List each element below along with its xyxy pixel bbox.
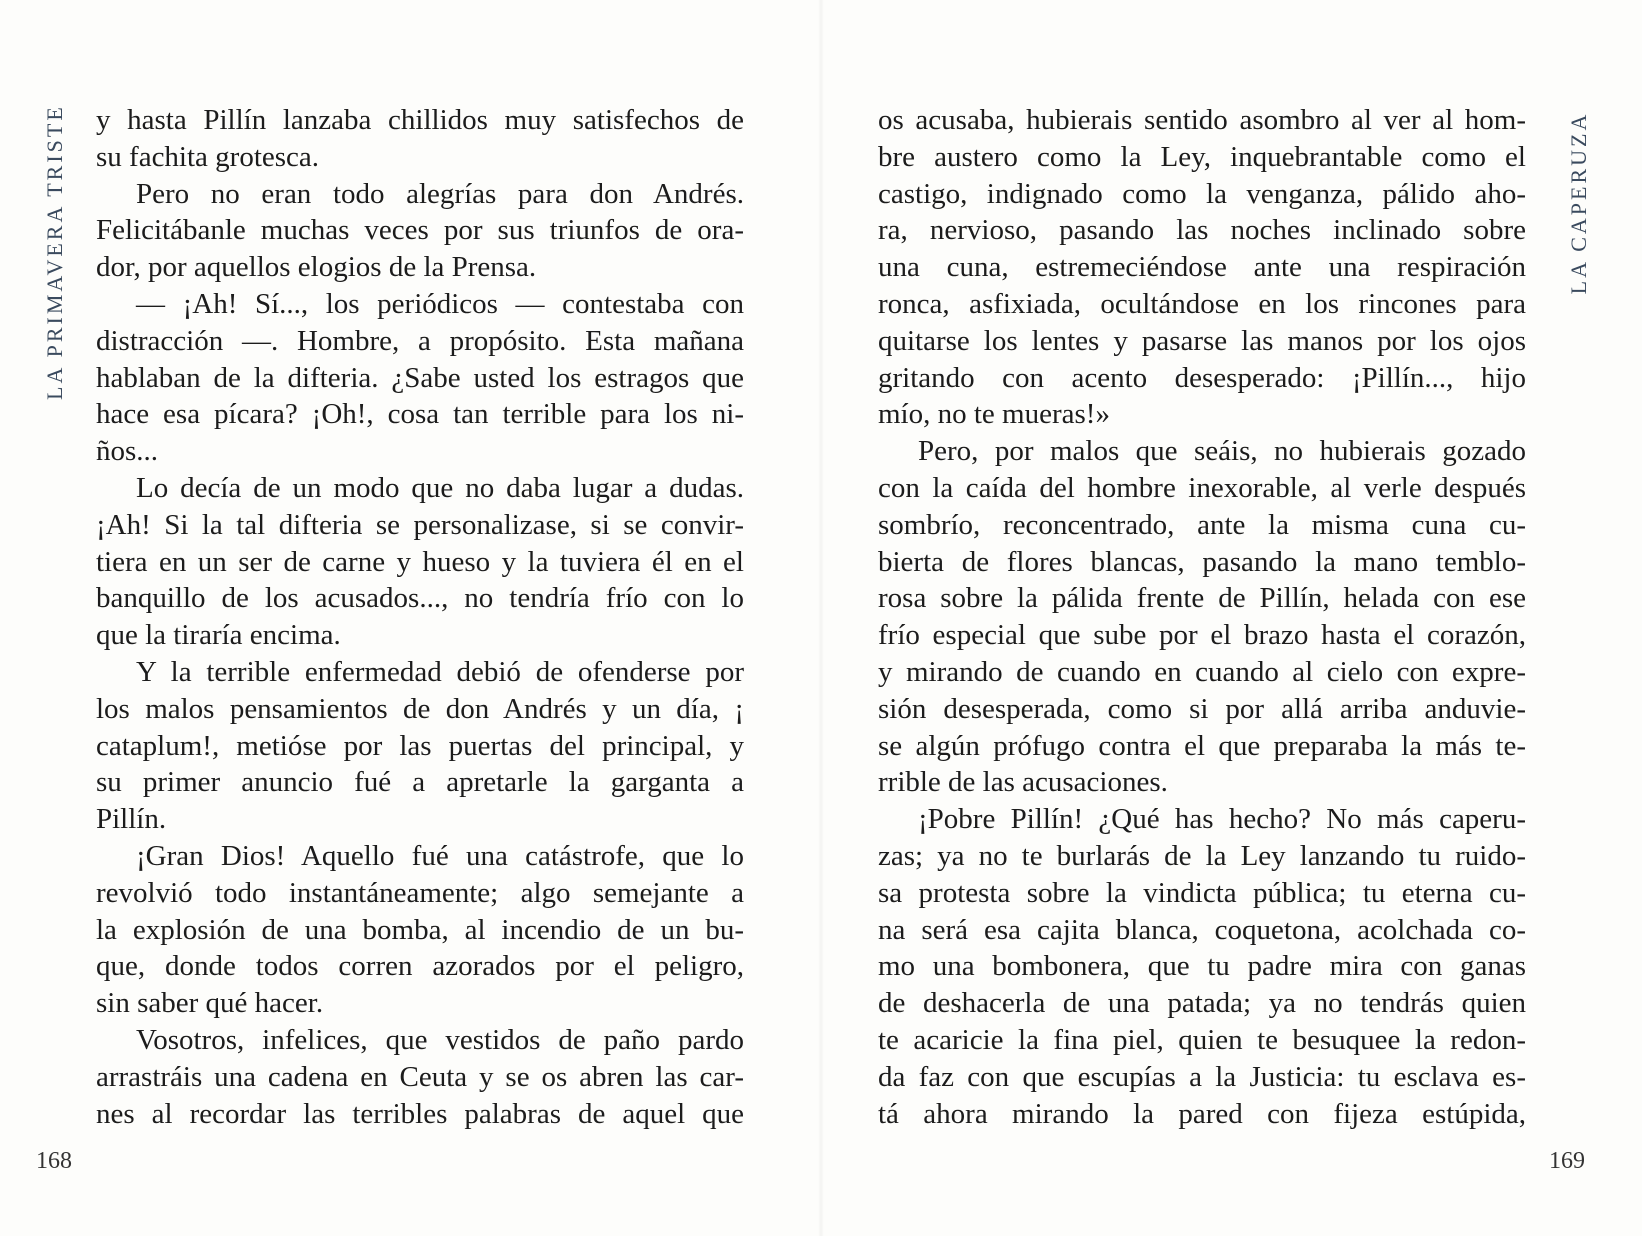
text-line: gritando con acento desesperado: ¡Pillín..., hijo <box>878 361 1526 394</box>
text-line: sa protesta sobre la vindicta pública; tu eterna cu- <box>878 876 1526 909</box>
text-line: distracción —. Hombre, a propósito. Esta mañana <box>96 324 744 357</box>
text-line: da faz con que escupías a la Justicia: tu esclava es- <box>878 1060 1526 1093</box>
text-line: rrible de las acusaciones. <box>878 766 1168 799</box>
text-line: bierta de flores blancas, pasando la mano temblo- <box>878 545 1526 578</box>
text-line: os acusaba, hubierais sentido asombro al ver al hom- <box>878 104 1526 136</box>
right-page-text <box>878 102 1526 1132</box>
text-line: zas; ya no te burlarás de la Ley lanzando tu ruido- <box>878 839 1526 872</box>
text-line: ronca, asfixiada, ocultándose en los rincones para <box>878 287 1526 320</box>
text-line: bre austero como la Ley, inquebrantable como el <box>878 140 1526 173</box>
text-line: y mirando de cuando en cuando al cielo con expre- <box>878 655 1526 688</box>
text-line: sión desesperada, como si por allá arriba anduvie- <box>878 692 1526 725</box>
text-line: hablaban de la difteria. ¿Sabe usted los estragos que <box>96 361 744 394</box>
text-line: que la tiraría encima. <box>96 619 341 652</box>
left-page-text <box>96 102 744 1132</box>
text-line: con la caída del hombre inexorable, al verle después <box>878 471 1526 504</box>
text-line: una cuna, estremeciéndose ante una respiración <box>878 251 1526 284</box>
text-line: los malos pensamientos de don Andrés y un día, ¡ <box>96 692 744 725</box>
text-line: Y la terrible enfermedad debió de ofenderse por <box>136 655 744 688</box>
text-line: Pillín. <box>96 803 167 836</box>
text-line: tá ahora mirando la pared con fijeza estúpida, <box>878 1097 1526 1130</box>
page-number-right: 169 <box>1549 1148 1585 1174</box>
right-page <box>821 0 1642 1236</box>
text-line: ¡Pobre Pillín! ¿Qué has hecho? No más caperu- <box>918 803 1526 836</box>
text-line: ra, nervioso, pasando las noches inclinado sobre <box>878 214 1526 247</box>
text-line: que, donde todos corren azorados por el peligro, <box>96 950 744 983</box>
page-number-left: 168 <box>36 1148 72 1174</box>
text-line: cataplum!, metióse por las puertas del principal, y <box>96 729 744 762</box>
text-line: Felicitábanle muchas veces por sus triunfos de ora- <box>96 214 744 247</box>
text-line: y hasta Pillín lanzaba chillidos muy satisfechos de <box>96 104 744 136</box>
text-line: de deshacerla de una patada; ya no tendrás quien <box>878 987 1526 1020</box>
text-line: ¡Gran Dios! Aquello fué una catástrofe, que lo <box>136 839 744 872</box>
text-line: tiera en un ser de carne y hueso y la tuviera él en el <box>96 545 744 578</box>
text-line: Vosotros, infelices, que vestidos de paño pardo <box>136 1023 744 1056</box>
text-line: la explosión de una bomba, al incendio de un bu- <box>96 913 744 946</box>
text-line: su fachita grotesca. <box>96 140 320 173</box>
text-line: frío especial que sube por el brazo hasta el corazón, <box>878 619 1526 652</box>
text-line: se algún prófugo contra el que preparaba la más te- <box>878 729 1526 762</box>
text-line: mo una bombonera, que tu padre mira con ganas <box>878 950 1526 983</box>
text-line: ños... <box>96 435 159 468</box>
running-head-right: LA CAPERUZA <box>1566 111 1591 295</box>
text-line: ¡Ah! Si la tal difteria se personalizase, si se convir- <box>96 508 744 541</box>
text-line: sombrío, reconcentrado, ante la misma cuna cu- <box>878 508 1526 541</box>
text-line: quitarse los lentes y pasarse las manos por los ojos <box>878 324 1526 357</box>
text-line: dor, por aquellos elogios de la Prensa. <box>96 251 537 284</box>
text-line: Pero no eran todo alegrías para don Andrés. <box>136 177 744 210</box>
text-line: castigo, indignado como la venganza, pálido aho- <box>878 177 1526 210</box>
text-line: arrastráis una cadena en Ceuta y se os abren las car- <box>96 1060 744 1093</box>
text-line: banquillo de los acusados..., no tendría frío con lo <box>96 582 744 615</box>
running-head-left: LA PRIMAVERA TRISTE <box>42 104 67 400</box>
text-line: Lo decía de un modo que no daba lugar a dudas. <box>136 471 744 504</box>
text-line: mío, no te mueras!» <box>878 398 1110 431</box>
text-line: su primer anuncio fué a apretarle la garganta a <box>96 766 744 799</box>
text-line: na será esa cajita blanca, coquetona, acolchada co- <box>878 913 1526 946</box>
text-line: te acaricie la fina piel, quien te besuquee la redon- <box>878 1023 1526 1056</box>
text-line: — ¡Ah! Sí..., los periódicos — contestaba con <box>136 287 744 320</box>
text-line: sin saber qué hacer. <box>96 987 324 1020</box>
text-line: Pero, por malos que seáis, no hubierais gozado <box>918 435 1526 468</box>
text-line: hace esa pícara? ¡Oh!, cosa tan terrible para los ni- <box>96 398 744 431</box>
text-line: rosa sobre la pálida frente de Pillín, helada con ese <box>878 582 1526 615</box>
text-line: revolvió todo instantáneamente; algo semejante a <box>96 876 744 909</box>
text-line: nes al recordar las terribles palabras de aquel que <box>96 1097 744 1130</box>
